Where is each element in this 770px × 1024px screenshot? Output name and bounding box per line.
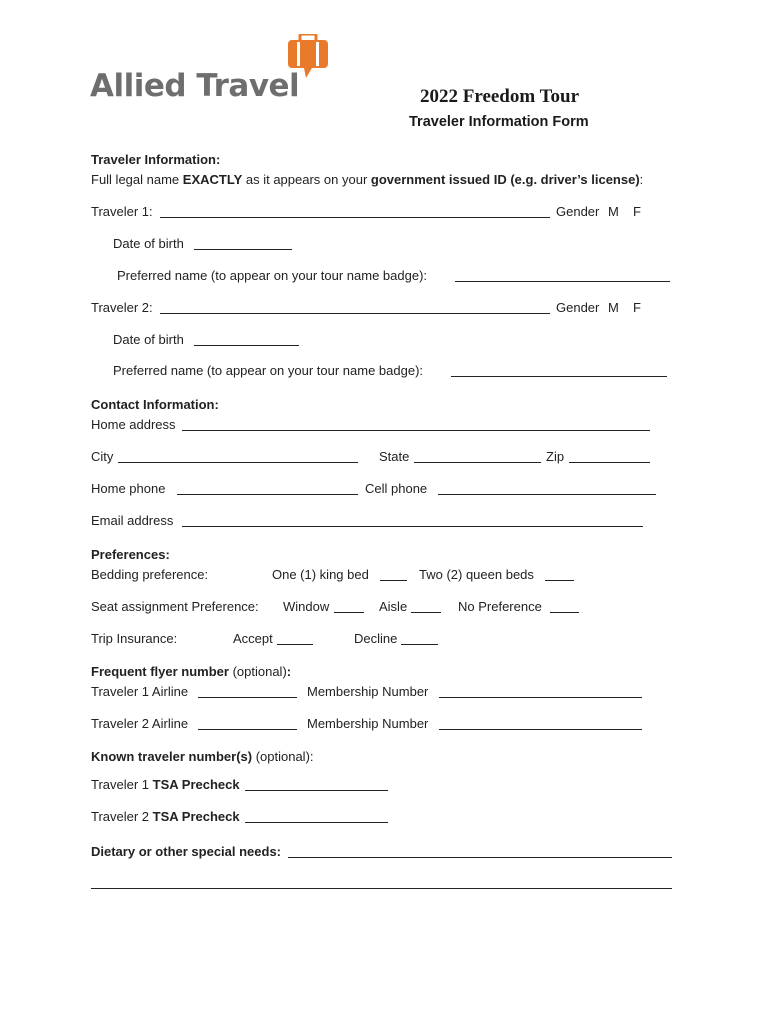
traveler1-preferred-label: Preferred name (to appear on your tour name badge): <box>117 268 428 283</box>
cell-phone-field[interactable] <box>438 494 656 495</box>
t2-airline-label: Traveler 2 Airline <box>91 716 189 731</box>
traveler-info-intro <box>91 172 643 187</box>
heading-colon: : <box>286 664 292 679</box>
seat-none-field[interactable] <box>550 612 579 613</box>
tsa-label: TSA Precheck <box>152 777 240 792</box>
t1-tsa-label <box>91 777 240 792</box>
t1-membership-field[interactable] <box>439 697 642 698</box>
intro-emphasis: EXACTLY <box>182 172 243 187</box>
insurance-decline-field[interactable] <box>401 644 438 645</box>
traveler2-label: Traveler 2: <box>91 300 153 315</box>
known-traveler-title: Known traveler number(s) <box>91 749 253 764</box>
seat-label: Seat assignment Preference: <box>91 599 259 614</box>
dietary-label: Dietary or other special needs: <box>91 844 282 859</box>
dietary-field-line-2[interactable] <box>91 888 672 889</box>
dietary-field[interactable] <box>288 857 672 858</box>
home-phone-field[interactable] <box>177 494 358 495</box>
insurance-decline-label: Decline <box>354 631 398 646</box>
t1-tsa-field[interactable] <box>245 790 388 791</box>
home-phone-label: Home phone <box>91 481 166 496</box>
gender-label: Gender <box>556 300 600 315</box>
t1-airline-field[interactable] <box>198 697 297 698</box>
intro-text: Full legal name <box>91 172 183 187</box>
seat-none-label: No Preference <box>458 599 542 614</box>
t1-membership-label: Membership Number <box>307 684 429 699</box>
traveler-info-heading: Traveler Information: <box>91 152 221 167</box>
traveler1-label: Traveler 1: <box>91 204 153 219</box>
traveler-prefix: Traveler 2 <box>91 809 153 824</box>
home-address-field[interactable] <box>182 430 650 431</box>
insurance-accept-field[interactable] <box>277 644 313 645</box>
bedding-queen-label: Two (2) queen beds <box>419 567 534 582</box>
seat-window-label: Window <box>283 599 330 614</box>
bedding-king-field[interactable] <box>380 580 407 581</box>
logo-text: Allied Travel <box>90 68 300 104</box>
traveler1-name-field[interactable] <box>160 217 550 218</box>
email-field[interactable] <box>182 526 643 527</box>
gender-label: Gender <box>556 204 600 219</box>
frequent-flyer-title: Frequent flyer number <box>91 664 229 679</box>
intro-emphasis: government issued ID (e.g. driver’s license) <box>370 172 640 187</box>
bedding-king-label: One (1) king bed <box>272 567 369 582</box>
traveler1-dob-field[interactable] <box>194 249 292 250</box>
insurance-accept-label: Accept <box>233 631 273 646</box>
seat-aisle-field[interactable] <box>411 612 441 613</box>
page-subtitle: Traveler Information Form <box>409 114 589 130</box>
traveler-prefix: Traveler 1 <box>91 777 153 792</box>
zip-label: Zip <box>546 449 565 464</box>
preferences-heading: Preferences: <box>91 547 170 562</box>
optional-note: (optional) <box>228 664 287 679</box>
traveler1-gender-m[interactable]: M <box>608 204 619 219</box>
traveler1-gender-f[interactable]: F <box>633 204 641 219</box>
traveler2-name-field[interactable] <box>160 313 550 314</box>
zip-field[interactable] <box>569 462 650 463</box>
traveler2-dob-field[interactable] <box>194 345 299 346</box>
frequent-flyer-heading <box>91 664 291 679</box>
cell-phone-label: Cell phone <box>365 481 428 496</box>
city-label: City <box>91 449 114 464</box>
t2-membership-label: Membership Number <box>307 716 429 731</box>
t1-airline-label: Traveler 1 Airline <box>91 684 189 699</box>
traveler2-dob-label: Date of birth <box>113 332 184 347</box>
traveler2-preferred-field[interactable] <box>451 376 667 377</box>
tsa-label: TSA Precheck <box>152 809 240 824</box>
traveler1-preferred-field[interactable] <box>455 281 670 282</box>
home-address-label: Home address <box>91 417 176 432</box>
contact-heading: Contact Information: <box>91 397 219 412</box>
intro-text: : <box>639 172 644 187</box>
insurance-label: Trip Insurance: <box>91 631 178 646</box>
t2-tsa-field[interactable] <box>245 822 388 823</box>
traveler1-dob-label: Date of birth <box>113 236 184 251</box>
seat-window-field[interactable] <box>334 612 364 613</box>
known-traveler-heading <box>91 749 314 764</box>
optional-note: (optional): <box>252 749 314 764</box>
t2-airline-field[interactable] <box>198 729 297 730</box>
bedding-label: Bedding preference: <box>91 567 209 582</box>
state-field[interactable] <box>414 462 541 463</box>
t2-membership-field[interactable] <box>439 729 642 730</box>
intro-text: as it appears on your <box>242 172 371 187</box>
state-label: State <box>379 449 410 464</box>
page-title: 2022 Freedom Tour <box>420 86 580 107</box>
t2-tsa-label <box>91 809 240 824</box>
bedding-queen-field[interactable] <box>545 580 574 581</box>
email-label: Email address <box>91 513 174 528</box>
traveler2-gender-f[interactable]: F <box>633 300 641 315</box>
traveler2-preferred-label: Preferred name (to appear on your tour name badge): <box>113 363 424 378</box>
seat-aisle-label: Aisle <box>379 599 408 614</box>
traveler2-gender-m[interactable]: M <box>608 300 619 315</box>
city-field[interactable] <box>118 462 358 463</box>
